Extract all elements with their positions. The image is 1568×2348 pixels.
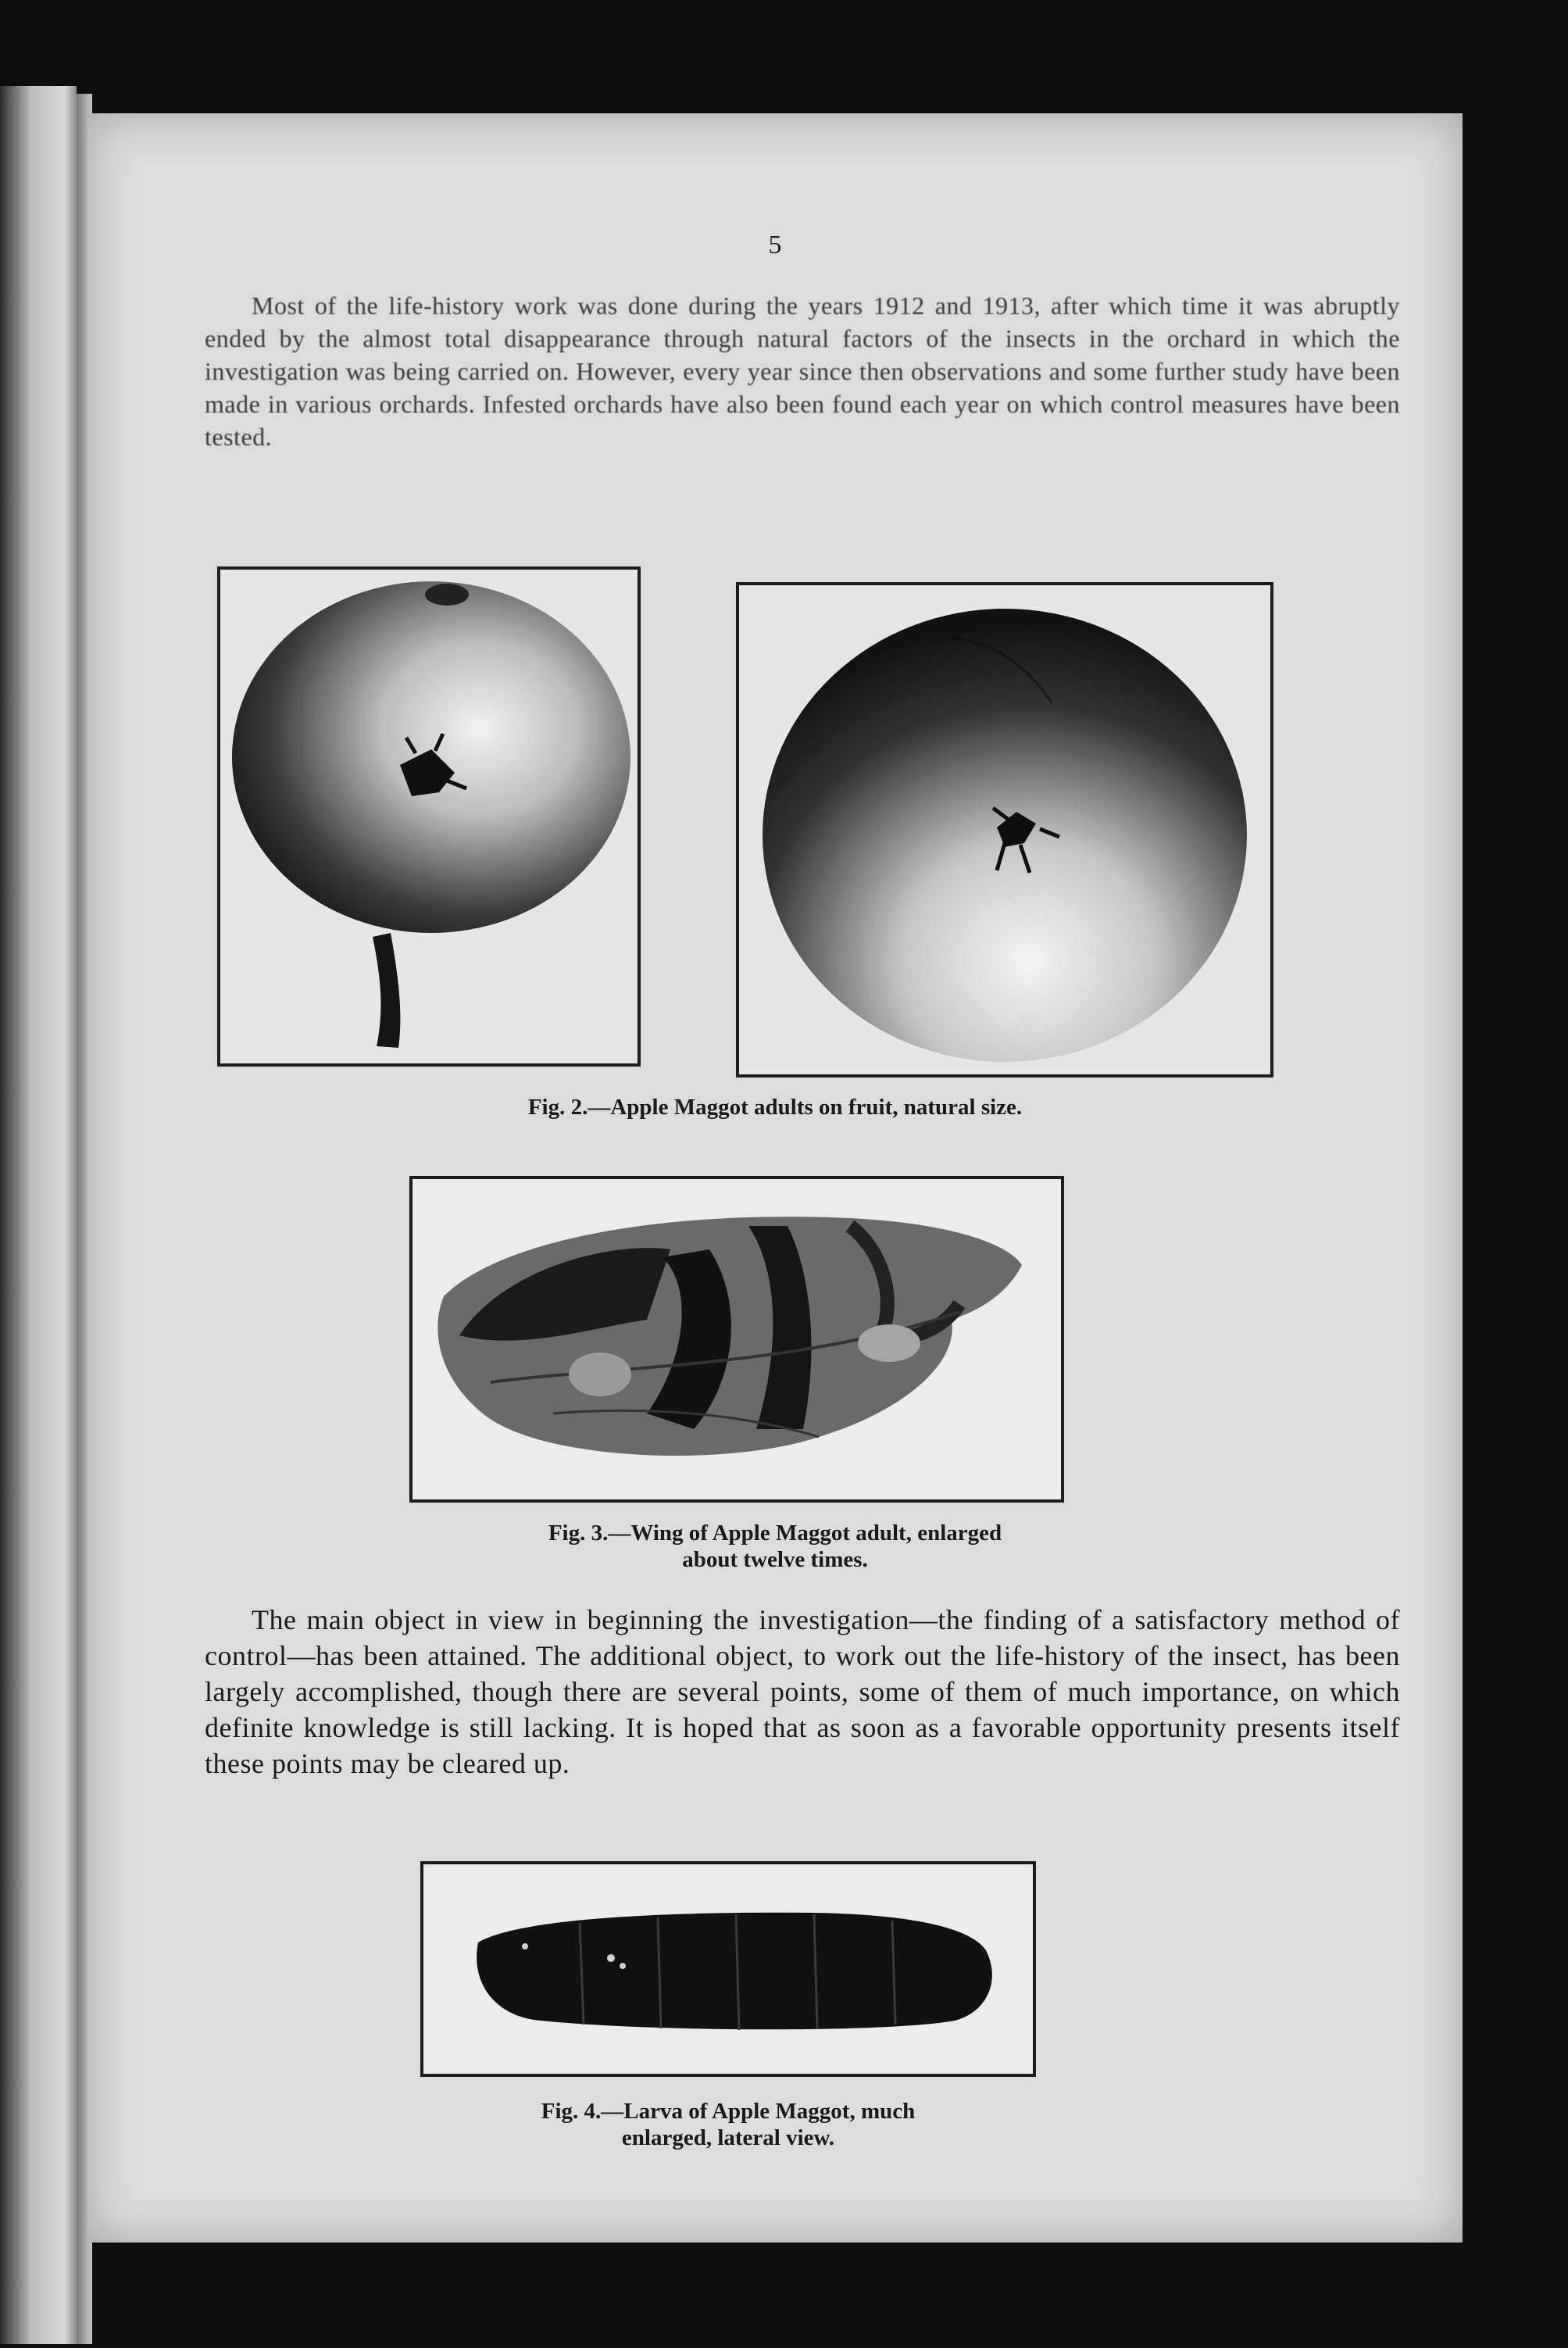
fig2-caption-text: Fig. 2.—Apple Maggot adults on fruit, natural size. <box>527 1095 1023 1120</box>
fig3-caption-line1: Fig. 3.—Wing of Apple Maggot adult, enlarged <box>548 1521 1002 1546</box>
fig2-right-photo <box>736 582 1273 1078</box>
fig2-caption <box>384 1094 1166 1120</box>
fig3-caption <box>400 1520 1150 1573</box>
fly-wing-photo-icon <box>413 1179 1061 1499</box>
fig4-caption-line1: Fig. 4.—Larva of Apple Maggot, much <box>541 2099 916 2124</box>
larva-photo-icon <box>423 1864 1033 2074</box>
paragraph-life-history: Most of the life-history work was done during the years 1912 and 1913, after which time it was abruptly ended by the almost total disappearance through natural factors of the insects in the orchard in which the investigation was being carried on. However, every year since then observations and some further study have been made in various orchards. Infested orchards have also been found each year on which control measures have been tested. <box>205 291 1400 451</box>
fig4-caption-line2: enlarged, lateral view. <box>621 2125 835 2150</box>
fig2-left-photo <box>217 566 641 1067</box>
document-page <box>88 113 1463 2243</box>
fig3-caption-line2: about twelve times. <box>682 1547 868 1572</box>
apple-with-fly-photo-icon <box>739 585 1270 1074</box>
fig4-caption <box>416 2098 1041 2151</box>
paragraph-main-object: The main object in view in beginning the investigation—the finding of a satisfactory method of control—has been attained. The additional object, to work out the life-history of the insect, has been largely accomplished, though there are several points, some of them of much importance, on which definite knowledge is still lacking. It is hoped that as soon as a favorable opportunity presents itself these points may be cleared up. <box>205 1604 1400 1779</box>
fig4-photo <box>420 1861 1036 2077</box>
adjacent-page-edge <box>0 86 77 2344</box>
apple-with-stem-and-fly-photo-icon <box>220 570 638 1063</box>
page-number: 5 <box>768 231 782 259</box>
fig3-photo <box>409 1176 1064 1503</box>
